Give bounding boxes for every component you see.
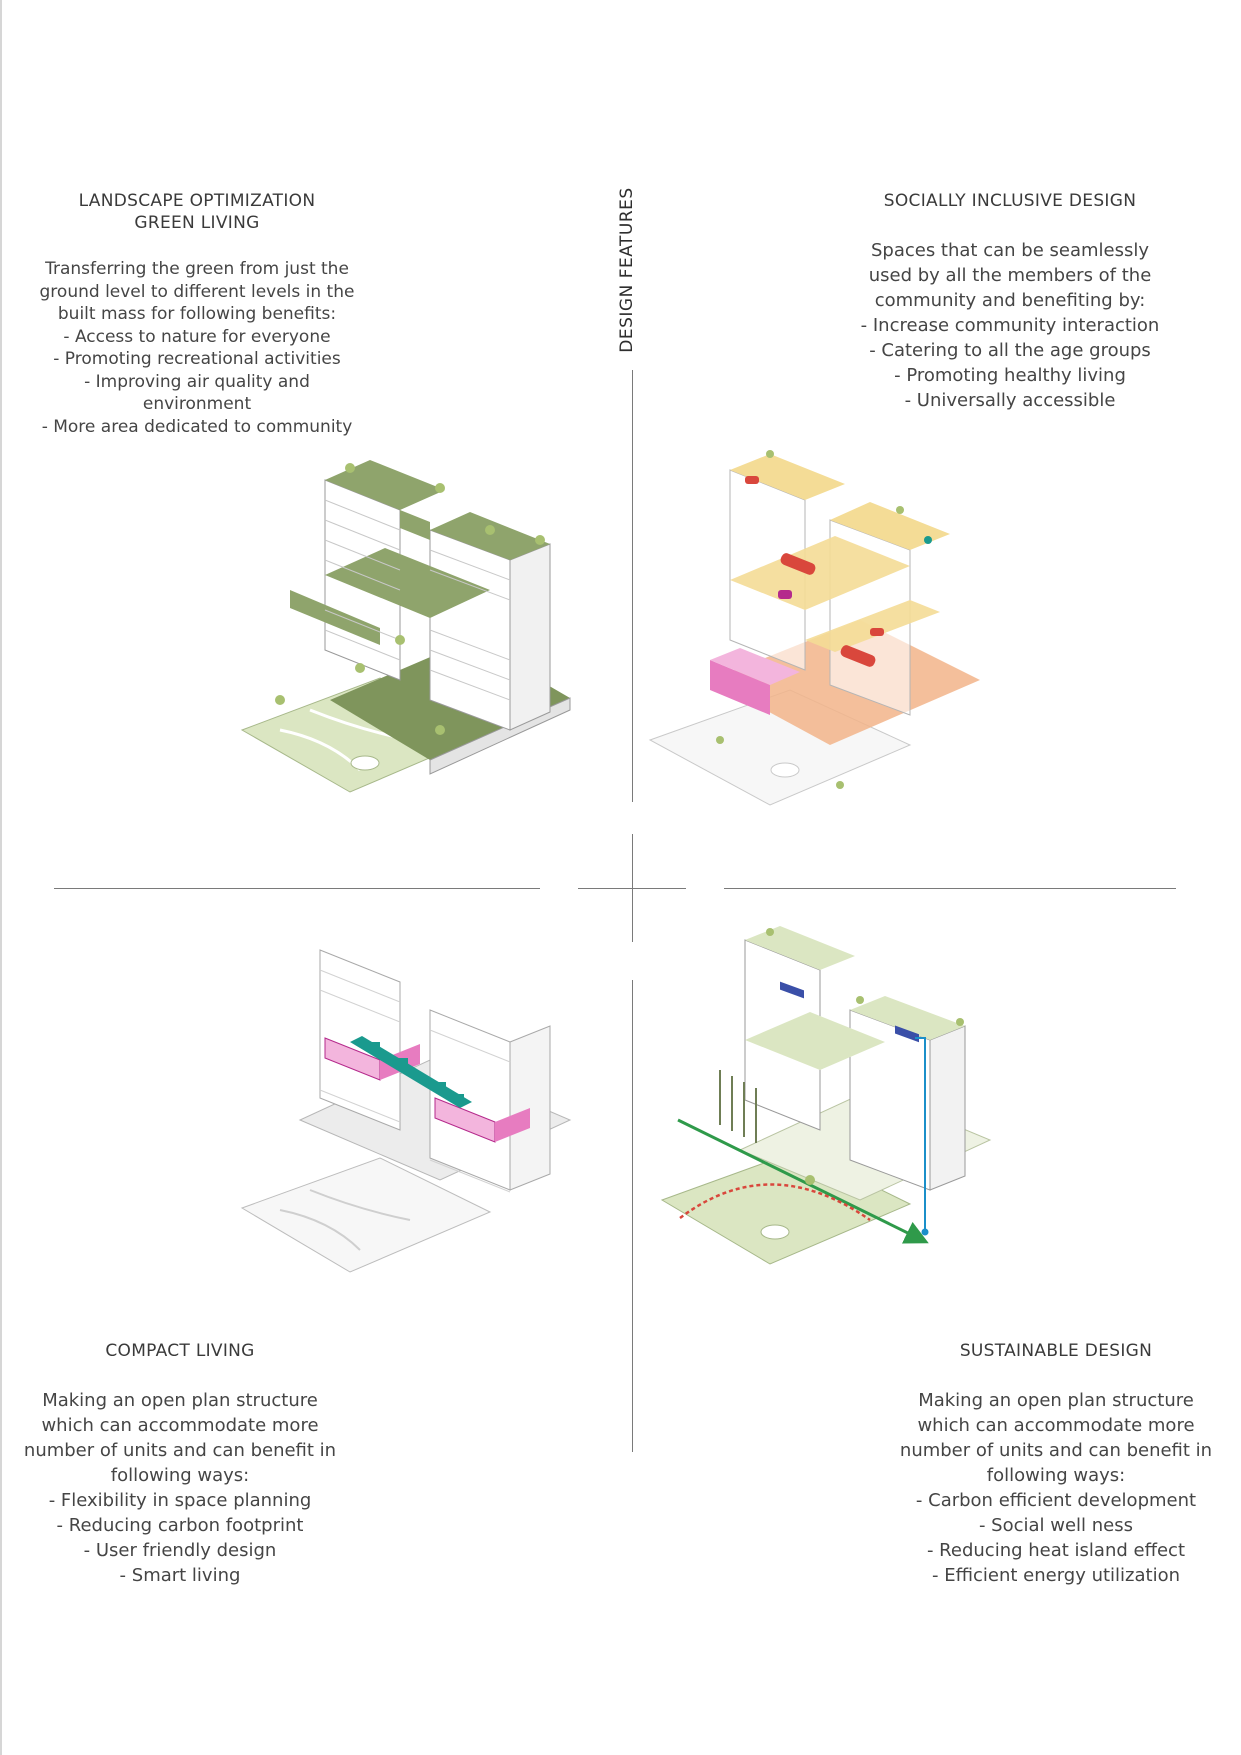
list-item: - Access to nature for everyone [63, 326, 331, 347]
horizontal-divider-right [724, 888, 1176, 889]
sustainable-axonometric-diagram [660, 920, 1000, 1320]
intro-line: ground level to different levels in the [39, 281, 355, 302]
list-item: - Flexibility in space planning [48, 1490, 312, 1511]
page-edge [0, 0, 2, 1755]
activity-pod [924, 536, 932, 544]
right-tower-side [930, 1026, 965, 1190]
list-item: - Smart living [119, 1565, 241, 1586]
intro-line: which can accommodate more [41, 1415, 319, 1436]
heading-line: COMPACT LIVING [105, 1341, 255, 1361]
landscape-benefits-list [30, 326, 364, 439]
sky-bridge [400, 510, 430, 540]
list-item: - More area dedicated to community [41, 416, 353, 437]
intro-line: Transferring the green from just the [45, 259, 349, 279]
landscape-intro [30, 258, 364, 326]
intro-line: community and benefiting by: [874, 290, 1146, 311]
list-item: - Promoting healthy living [894, 365, 1126, 386]
socially-inclusive-intro [850, 238, 1170, 313]
sustainable-design-list [896, 1488, 1216, 1588]
compact-living-heading [20, 1340, 340, 1362]
list-item: - Social well ness [978, 1515, 1134, 1536]
sustainable-design-intro [896, 1388, 1216, 1488]
intro-line: following ways: [110, 1465, 250, 1486]
vertical-divider-bottom [632, 980, 633, 1452]
heading-line: LANDSCAPE OPTIMIZATION [78, 191, 316, 211]
list-item: - Universally accessible [904, 390, 1116, 411]
right-tower-frame [430, 1010, 510, 1190]
intro-line: number of units and can benefit in [899, 1440, 1213, 1461]
activity-pod [870, 628, 884, 636]
right-tower-side [510, 544, 550, 730]
right-tower-front [430, 530, 510, 730]
list-item: - User friendly design [83, 1540, 277, 1561]
intro-line: Spaces that can be seamlessly [870, 240, 1149, 261]
landscape-axonometric-diagram [240, 440, 580, 820]
vertical-divider-top [632, 370, 633, 802]
pipe-end [922, 1229, 929, 1236]
compact-living-block [20, 1340, 340, 1588]
landscape-optimization-block [30, 190, 364, 438]
site-ground [242, 1158, 490, 1272]
heading-line: SOCIALLY INCLUSIVE DESIGN [883, 191, 1137, 211]
social-axonometric-diagram [640, 440, 990, 850]
compact-living-list [20, 1488, 340, 1588]
design-features-title [612, 187, 642, 353]
intro-line: which can accommodate more [917, 1415, 1195, 1436]
site-plaza [351, 756, 379, 770]
intro-line: used by all the members of the [868, 265, 1152, 286]
intro-line: Making an open plan structure [42, 1390, 318, 1411]
list-item: - Improving air quality and environment [84, 371, 310, 414]
heading-line: GREEN LIVING [134, 213, 260, 233]
intro-line: Making an open plan structure [918, 1390, 1194, 1411]
horizontal-divider-center [578, 888, 686, 889]
list-item: - Reducing heat island effect [926, 1540, 1186, 1561]
heading-line: SUSTAINABLE DESIGN [959, 1341, 1153, 1361]
activity-pod [745, 476, 759, 484]
horizontal-divider-left [54, 888, 540, 889]
list-item: - Carbon efficient development [915, 1490, 1197, 1511]
list-item: - Promoting recreational activities [53, 349, 341, 369]
list-item: - Catering to all the age groups [869, 340, 1151, 361]
activity-pod [778, 590, 792, 599]
intro-line: number of units and can benefit in [23, 1440, 337, 1461]
site-plaza [771, 763, 799, 777]
list-item: - Reducing carbon footprint [56, 1515, 304, 1536]
design-features-label: DESIGN FEATURES [617, 187, 637, 353]
landscape-heading [30, 190, 364, 234]
compact-axonometric-diagram [240, 930, 580, 1330]
sustainable-design-block [896, 1340, 1216, 1588]
socially-inclusive-heading [850, 190, 1170, 212]
site-plaza [761, 1225, 789, 1239]
sustainable-design-heading [896, 1340, 1216, 1362]
socially-inclusive-list [850, 313, 1170, 413]
intro-line: following ways: [986, 1465, 1126, 1486]
socially-inclusive-block [850, 190, 1170, 413]
list-item: - Increase community interaction [860, 315, 1160, 336]
intro-line: built mass for following benefits: [57, 304, 337, 324]
compact-living-intro [20, 1388, 340, 1488]
list-item: - Efficient energy utilization [931, 1565, 1181, 1586]
